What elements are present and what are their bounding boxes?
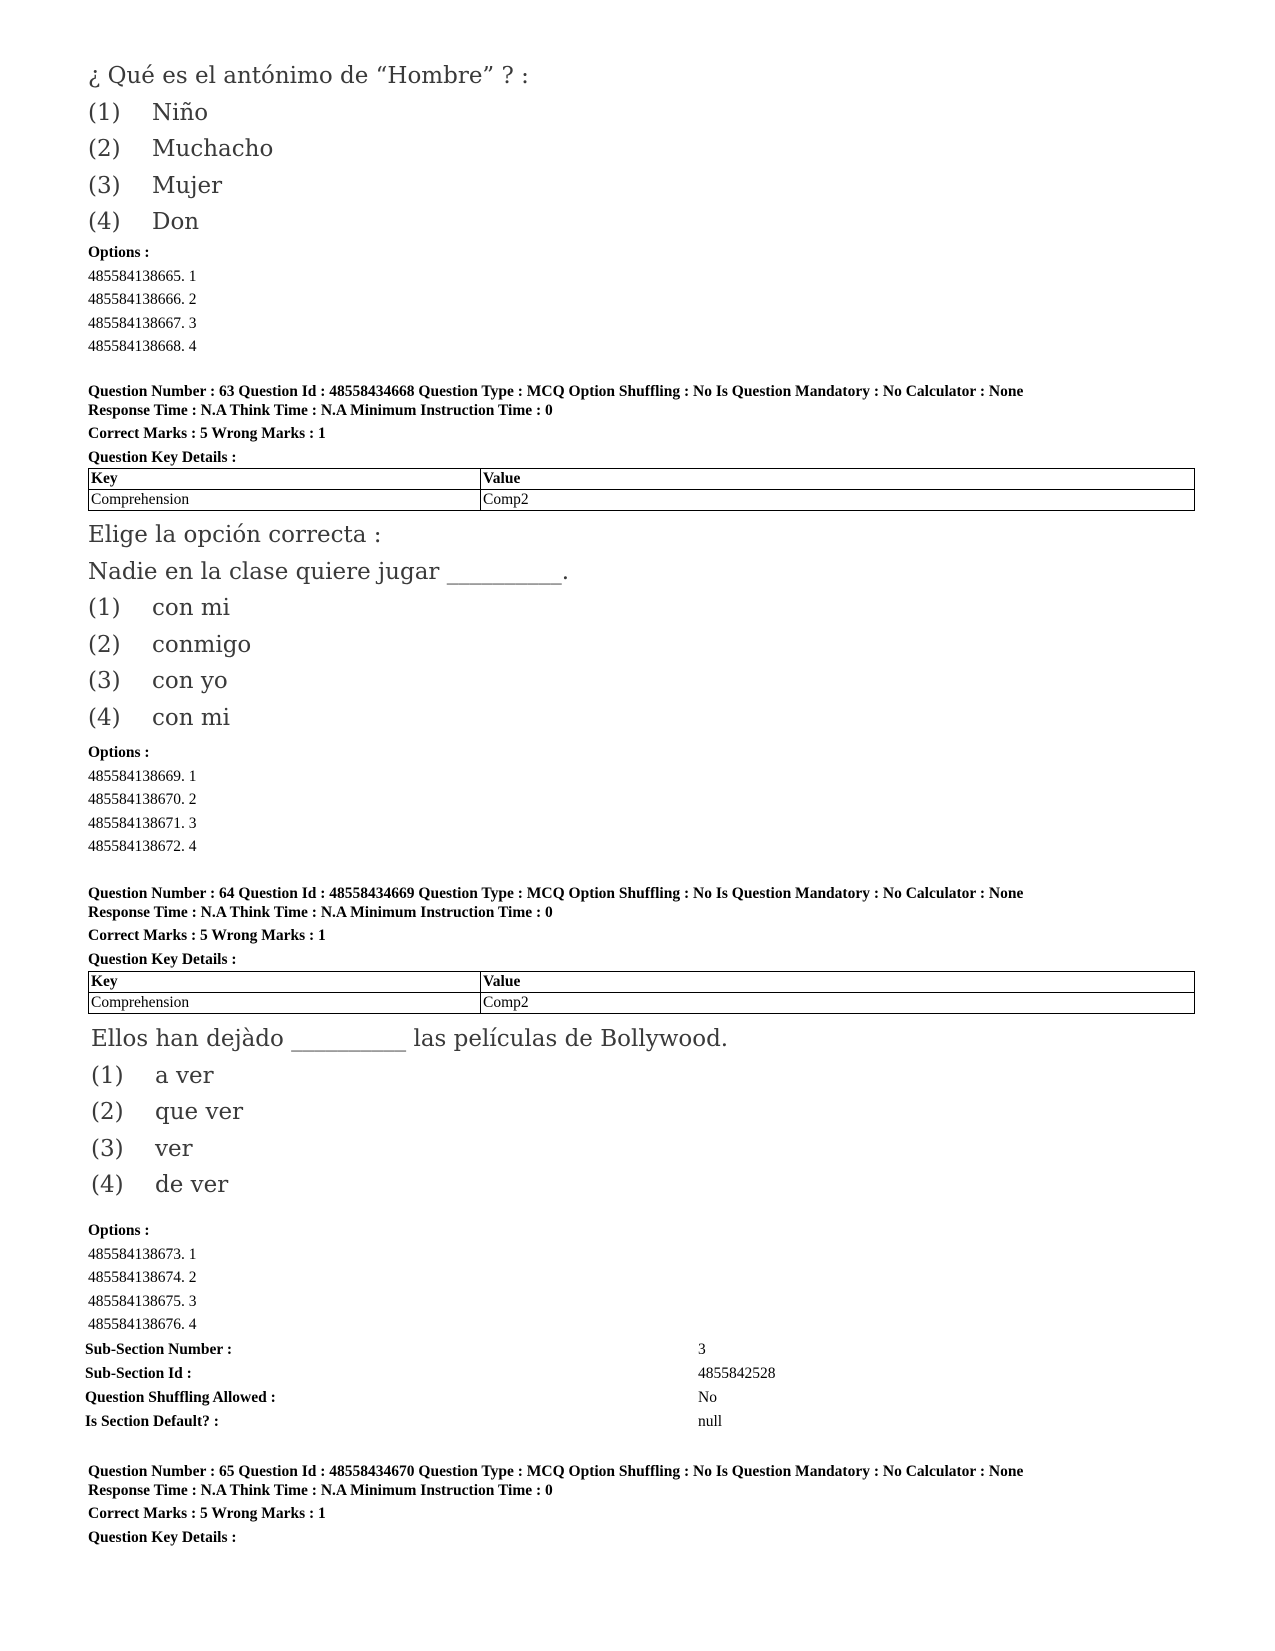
q64-key-table [88,971,1195,1014]
q62-prompt: ¿ Qué es el antónimo de “Hombre” ? : [88,63,529,89]
q63-choice-1: (1) con mi [88,595,231,621]
value-header: Value [481,972,1195,993]
key-cell: Comprehension [89,993,481,1014]
marks-line: Correct Marks : 5 Wrong Marks : 1 [88,927,326,944]
q63-header [88,382,1198,469]
q64-choice-4: (4) de ver [91,1172,229,1198]
question-timing-line: Response Time : N.A Think Time : N.A Minimum Instruction Time : 0 [88,904,553,921]
marks-line: Correct Marks : 5 Wrong Marks : 1 [88,425,326,442]
question-timing-line: Response Time : N.A Think Time : N.A Minimum Instruction Time : 0 [88,1482,553,1499]
subsection-row: Sub-Section Id : 4855842528 [85,1365,776,1382]
q62-choice-4: (4) Don [88,209,200,235]
q65-header [88,1462,1198,1549]
option-id: 485584138676. 4 [88,1316,197,1333]
q64-header [88,884,1198,971]
q62-options [88,241,197,359]
q63-options [88,741,197,859]
option-id: 485584138667. 3 [88,314,197,332]
key-details-label: Question Key Details : [88,448,237,466]
value-cell: Comp2 [481,993,1195,1014]
option-id: 485584138668. 4 [88,338,197,355]
subsection-row: Sub-Section Number : 3 [85,1341,706,1358]
q62-choice-2: (2) Muchacho [88,136,274,162]
q62-choice-3: (3) Mujer [88,172,223,199]
option-id: 485584138673. 1 [88,1245,197,1263]
q63-key-table [88,468,1195,511]
subsection-info [85,1338,776,1434]
key-header: Key [89,469,481,490]
q63-question [88,517,569,736]
subsection-row: Is Section Default? : null [85,1413,723,1430]
option-id: 485584138670. 2 [88,791,197,808]
option-id: 485584138666. 2 [88,291,197,308]
q64-options [88,1219,197,1337]
option-id: 485584138674. 2 [88,1269,197,1286]
q63-choice-4: (4) con mi [88,704,231,731]
option-id: 485584138671. 3 [88,814,197,832]
options-label: Options : [88,744,150,761]
q64-choice-1: (1) a ver [91,1062,214,1089]
q64-choice-2: (2) que ver [91,1099,244,1125]
value-cell: Comp2 [481,490,1195,511]
subsection-row: Question Shuffling Allowed : No [85,1389,717,1406]
options-label: Options : [88,244,150,261]
q62-question [88,58,529,241]
question-timing-line: Response Time : N.A Think Time : N.A Minimum Instruction Time : 0 [88,402,553,419]
key-details-label: Question Key Details : [88,1528,237,1546]
marks-line: Correct Marks : 5 Wrong Marks : 1 [88,1505,326,1522]
q63-choice-2: (2) conmigo [88,631,252,658]
key-cell: Comprehension [89,490,481,511]
option-id: 485584138675. 3 [88,1292,197,1310]
question-meta-line: Question Number : 63 Question Id : 48558434668 Question Type : MCQ Option Shuffling : No Is Question Mandatory : No Calculator : None [88,383,1024,400]
q62-choice-1: (1) Niño [88,99,209,126]
question-meta-line: Question Number : 64 Question Id : 48558434669 Question Type : MCQ Option Shuffling : No Is Question Mandatory : No Calculator : None [88,885,1024,902]
q63-prompt-2: Nadie en la clase quiere jugar __________. [88,558,570,585]
option-id: 485584138672. 4 [88,838,197,855]
option-id: 485584138665. 1 [88,267,197,285]
q64-question [91,1021,728,1204]
key-header: Key [89,972,481,993]
q63-prompt-1: Elige la opción correcta : [88,522,382,548]
value-header: Value [481,469,1195,490]
option-id: 485584138669. 1 [88,767,197,785]
q64-prompt: Ellos han dejàdo __________ las películas de Bollywood. [91,1026,729,1052]
options-label: Options : [88,1222,150,1239]
question-meta-line: Question Number : 65 Question Id : 48558434670 Question Type : MCQ Option Shuffling : No Is Question Mandatory : No Calculator : None [88,1463,1024,1480]
q63-choice-3: (3) con yo [88,668,228,694]
key-details-label: Question Key Details : [88,950,237,968]
q64-choice-3: (3) ver [91,1135,193,1162]
